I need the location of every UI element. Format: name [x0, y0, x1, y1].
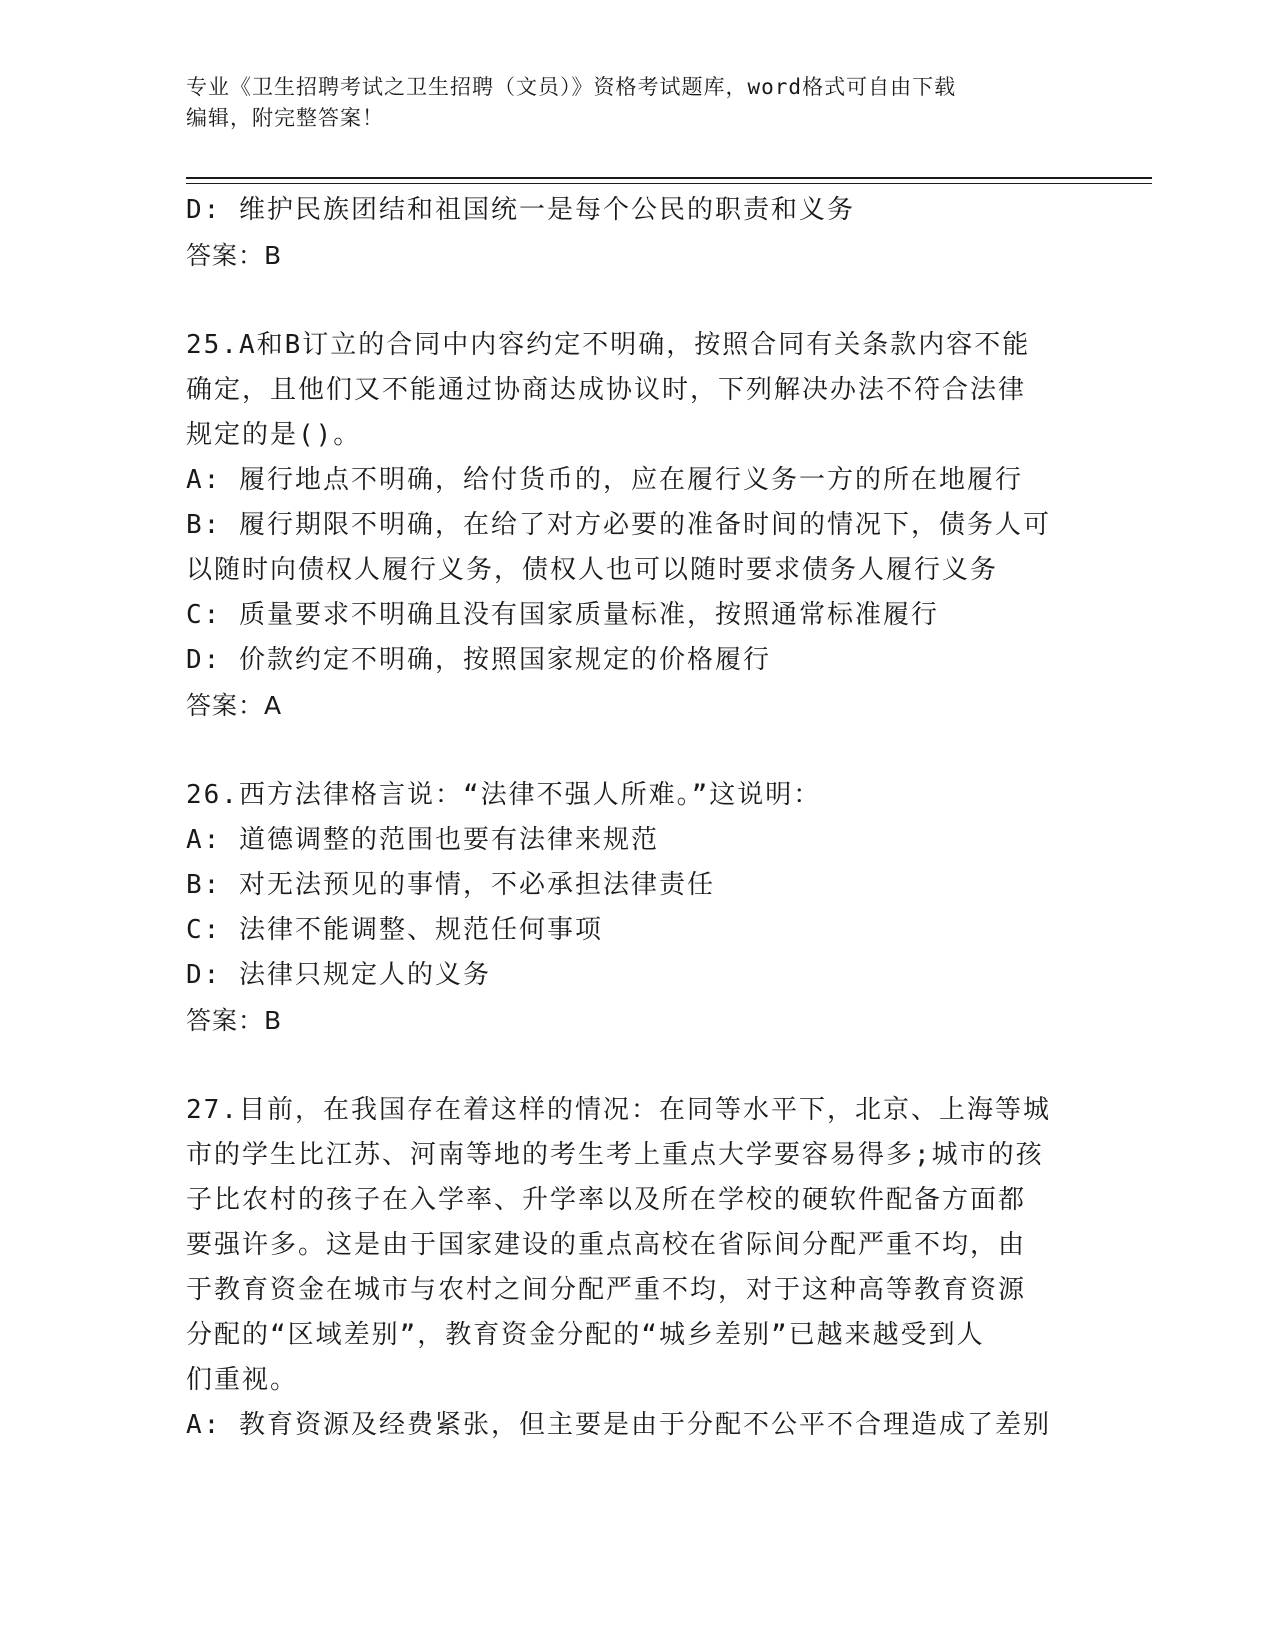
option-b-continued: 以随时向债权人履行义务，债权人也可以随时要求债务人履行义务	[186, 555, 999, 585]
option-d: D: 维护民族团结和祖国统一是每个公民的职责和义务	[186, 195, 855, 225]
option-b: B: 履行期限不明确，在给了对方必要的准备时间的情况下，债务人可	[186, 510, 1051, 540]
option-a: A: 履行地点不明确，给付货币的，应在履行义务一方的所在地履行	[186, 465, 1023, 495]
question-26	[186, 773, 1086, 1043]
question-stem-line: 26.西方法律格言说：“法律不强人所难。”这说明：	[186, 780, 822, 810]
header-divider-thin	[186, 183, 1152, 184]
question-24-tail	[186, 188, 1086, 278]
spacer	[186, 278, 1086, 323]
spacer	[186, 728, 1086, 773]
question-stem-line: 25.A和B订立的合同中内容约定不明确，按照合同有关条款内容不能	[186, 330, 1031, 360]
spacer	[186, 1043, 1086, 1088]
question-content	[186, 188, 1086, 1448]
option-c: C: 质量要求不明确且没有国家质量标准，按照通常标准履行	[186, 600, 939, 630]
question-stem-line: 于教育资金在城市与农村之间分配严重不均，对于这种高等教育资源	[186, 1275, 1027, 1305]
option-a: A: 道德调整的范围也要有法律来规范	[186, 825, 659, 855]
answer-line: 答案：B	[186, 1006, 283, 1035]
question-stem-line: 27.目前，在我国存在着这样的情况：在同等水平下，北京、上海等城	[186, 1095, 1051, 1125]
header-line-1: 专业《卫生招聘考试之卫生招聘（文员）》资格考试题库，word格式可自由下载	[186, 75, 957, 99]
answer-line: 答案：A	[186, 691, 283, 720]
question-stem-line: 子比农村的孩子在入学率、升学率以及所在学校的硬软件配备方面都	[186, 1185, 1027, 1215]
answer-line: 答案：B	[186, 241, 283, 270]
option-d: D: 法律只规定人的义务	[186, 960, 491, 990]
question-stem-line: 分配的“区域差别”，教育资金分配的“城乡差别”已越来越受到人	[186, 1320, 985, 1350]
question-stem-line: 们重视。	[186, 1365, 299, 1395]
question-stem-line: 确定，且他们又不能通过协商达成协议时，下列解决办法不符合法律	[186, 375, 1027, 405]
question-stem-line: 要强许多。这是由于国家建设的重点高校在省际间分配严重不均，由	[186, 1230, 1027, 1260]
option-c: C: 法律不能调整、规范任何事项	[186, 915, 603, 945]
header-line-2: 编辑，附完整答案！	[186, 106, 384, 130]
option-d: D: 价款约定不明确，按照国家规定的价格履行	[186, 645, 771, 675]
header-divider-thick	[186, 177, 1152, 179]
question-27	[186, 1088, 1086, 1448]
question-stem-line: 市的学生比江苏、河南等地的考生考上重点大学要容易得多;城市的孩	[186, 1140, 1044, 1170]
option-b: B: 对无法预见的事情，不必承担法律责任	[186, 870, 715, 900]
question-stem-line: 规定的是()。	[186, 420, 362, 450]
option-a: A: 教育资源及经费紧张，但主要是由于分配不公平不合理造成了差别	[186, 1410, 1051, 1440]
document-header	[186, 72, 1066, 134]
question-25	[186, 323, 1086, 728]
